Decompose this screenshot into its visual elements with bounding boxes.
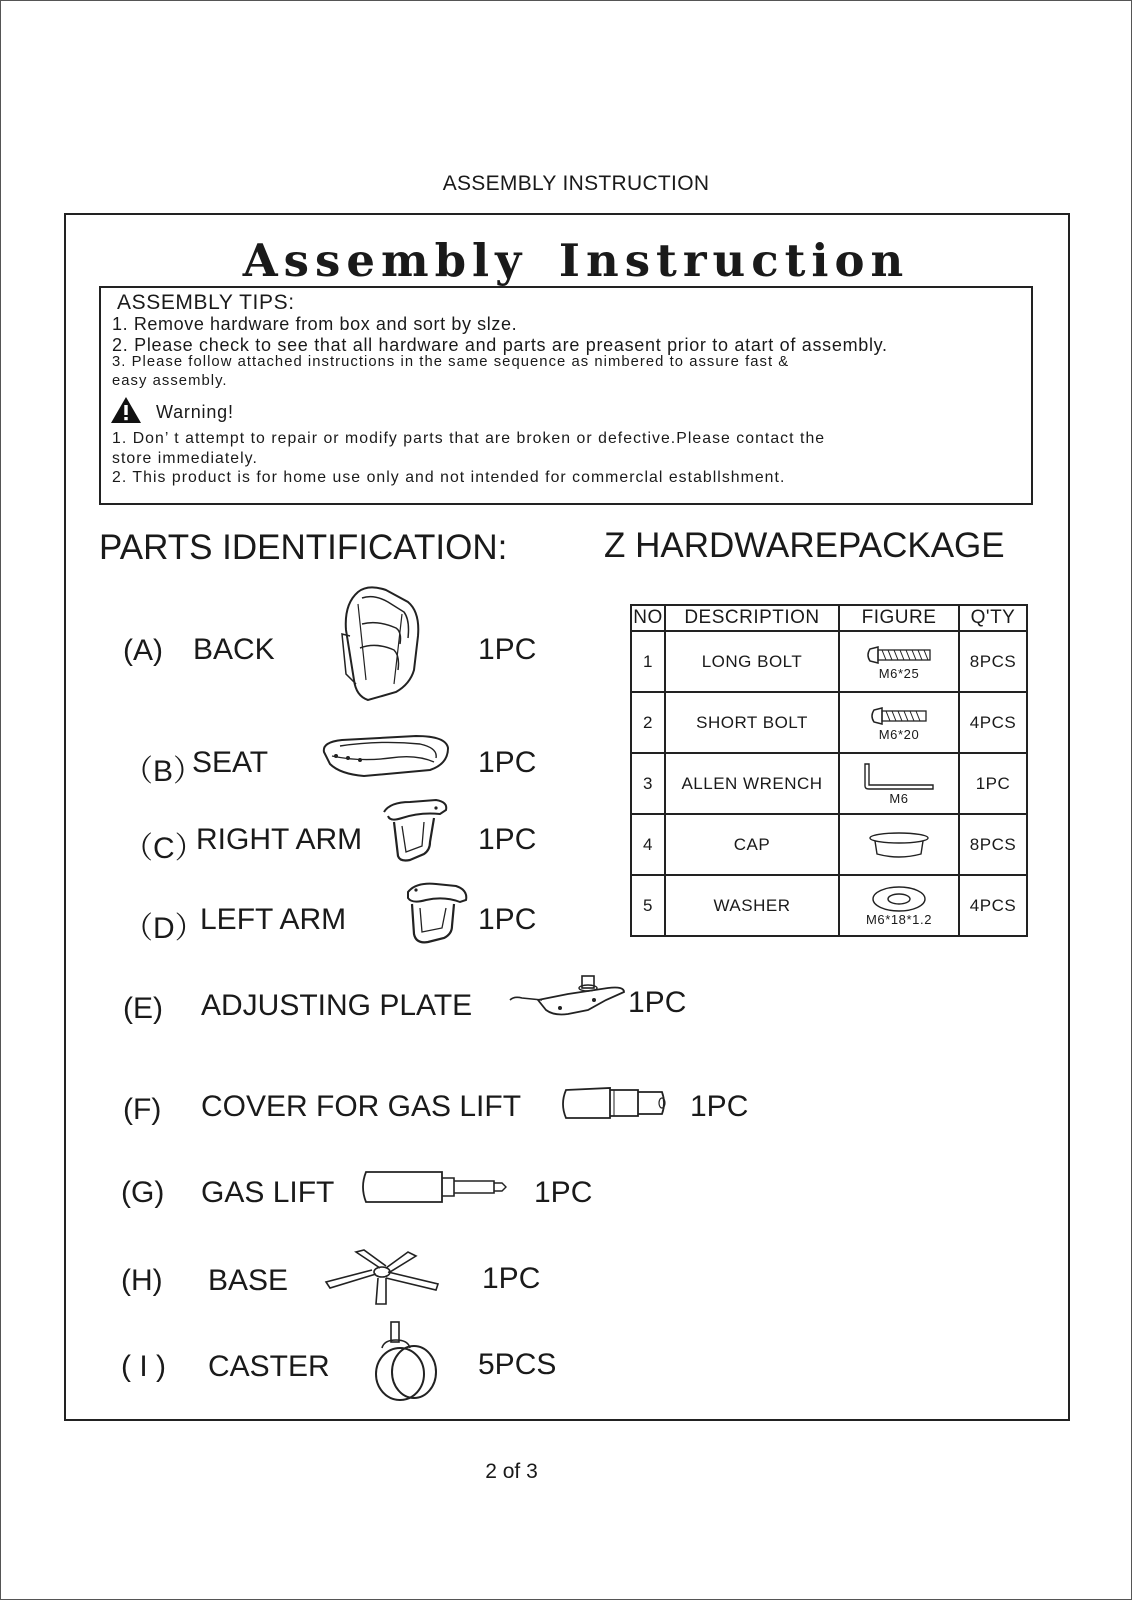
page-header-title: ASSEMBLY INSTRUCTION bbox=[442, 172, 710, 195]
row-figure bbox=[839, 692, 959, 753]
part-letter: （D） bbox=[123, 912, 205, 945]
row-description: CAP bbox=[665, 814, 839, 875]
gas-lift-icon bbox=[358, 1168, 512, 1206]
page-number: 2 of 3 bbox=[485, 1460, 538, 1483]
star-base-icon bbox=[320, 1248, 446, 1308]
row-figure bbox=[839, 875, 959, 936]
washer-icon bbox=[869, 885, 929, 913]
seat-icon bbox=[320, 732, 452, 778]
part-qty: 1PC bbox=[534, 1176, 593, 1209]
part-qty: 1PC bbox=[690, 1090, 749, 1123]
figure-size-label: M6*18*1.2 bbox=[865, 911, 933, 927]
row-qty: 1PC bbox=[959, 753, 1027, 814]
warning-line: 1. Don’ t attempt to repair or modify parts that are broken or defective.Please contact the bbox=[112, 430, 826, 447]
row-description: WASHER bbox=[665, 875, 839, 936]
short-bolt-icon bbox=[868, 704, 930, 728]
figure-size-label: M6*20 bbox=[878, 726, 920, 742]
warning-heading: Warning! bbox=[156, 402, 234, 422]
column-header-no: NO bbox=[631, 605, 665, 631]
chair-back-icon bbox=[338, 584, 438, 704]
row-no: 2 bbox=[631, 692, 665, 753]
long-bolt-icon bbox=[864, 643, 934, 667]
hardware-package-heading: Z HARDWAREPACKAGE bbox=[604, 526, 1005, 565]
table-row bbox=[631, 753, 1027, 814]
part-letter: (F) bbox=[123, 1093, 162, 1126]
part-name: BACK bbox=[193, 633, 275, 666]
parts-identification-heading: PARTS IDENTIFICATION: bbox=[99, 528, 508, 567]
part-letter: ( I ) bbox=[121, 1350, 166, 1383]
allen-wrench-icon bbox=[861, 762, 937, 792]
part-letter: (G) bbox=[121, 1176, 165, 1209]
gas-lift-cover-icon bbox=[558, 1084, 670, 1124]
column-header-description: DESCRIPTION bbox=[665, 605, 839, 631]
document-title: Assembly Instruction bbox=[242, 234, 910, 287]
column-header-qty: Q'TY bbox=[959, 605, 1027, 631]
part-qty: 1PC bbox=[478, 903, 537, 936]
tip-line: easy assembly. bbox=[112, 373, 228, 389]
part-name: SEAT bbox=[192, 746, 269, 779]
part-qty: 1PC bbox=[478, 633, 537, 666]
row-figure bbox=[839, 814, 959, 875]
figure-size-label: M6*25 bbox=[878, 665, 920, 681]
part-qty: 1PC bbox=[628, 986, 687, 1019]
table-header-row bbox=[631, 605, 1027, 631]
warning-line: store immediately. bbox=[112, 450, 258, 467]
table-row bbox=[631, 875, 1027, 936]
part-qty: 1PC bbox=[478, 746, 537, 779]
table-row bbox=[631, 692, 1027, 753]
part-letter: （C） bbox=[123, 832, 205, 865]
tip-line: 3. Please follow attached instructions in the same sequence as nimbered to assure fast & bbox=[112, 354, 790, 370]
part-name: ADJUSTING PLATE bbox=[201, 989, 473, 1022]
row-no: 1 bbox=[631, 631, 665, 692]
row-qty: 4PCS bbox=[959, 875, 1027, 936]
figure-size-label: M6 bbox=[889, 790, 909, 806]
row-no: 5 bbox=[631, 875, 665, 936]
part-name: CASTER bbox=[208, 1350, 330, 1383]
row-qty: 4PCS bbox=[959, 692, 1027, 753]
part-name: GAS LIFT bbox=[201, 1176, 335, 1209]
tip-line: 2. Please check to see that all hardware and parts are preasent prior to atart of assembly. bbox=[112, 335, 888, 355]
part-name: COVER FOR GAS LIFT bbox=[201, 1090, 522, 1123]
part-name: RIGHT ARM bbox=[196, 823, 363, 856]
part-qty: 5PCS bbox=[478, 1348, 557, 1381]
tip-line: 1. Remove hardware from box and sort by slze. bbox=[112, 314, 518, 334]
row-figure bbox=[839, 753, 959, 814]
row-description: SHORT BOLT bbox=[665, 692, 839, 753]
part-qty: 1PC bbox=[478, 823, 537, 856]
tips-heading: ASSEMBLY TIPS: bbox=[117, 291, 295, 314]
cap-icon bbox=[867, 830, 931, 860]
hardware-table bbox=[630, 604, 1028, 937]
row-figure bbox=[839, 631, 959, 692]
part-name: LEFT ARM bbox=[200, 903, 347, 936]
left-arm-icon bbox=[402, 880, 472, 950]
row-no: 4 bbox=[631, 814, 665, 875]
table-row bbox=[631, 631, 1027, 692]
part-name: BASE bbox=[208, 1264, 289, 1297]
column-header-figure: FIGURE bbox=[839, 605, 959, 631]
row-description: LONG BOLT bbox=[665, 631, 839, 692]
row-qty: 8PCS bbox=[959, 631, 1027, 692]
part-letter: (A) bbox=[123, 634, 163, 667]
adjusting-plate-icon bbox=[508, 970, 630, 1022]
warning-triangle-icon bbox=[110, 396, 142, 424]
part-letter: (H) bbox=[121, 1264, 163, 1297]
row-description: ALLEN WRENCH bbox=[665, 753, 839, 814]
table-row bbox=[631, 814, 1027, 875]
part-qty: 1PC bbox=[482, 1262, 541, 1295]
row-no: 3 bbox=[631, 753, 665, 814]
row-qty: 8PCS bbox=[959, 814, 1027, 875]
part-letter: (E) bbox=[123, 992, 163, 1025]
right-arm-icon bbox=[380, 798, 452, 866]
warning-line: 2. This product is for home use only and not intended for commerclal establlshment. bbox=[112, 469, 786, 486]
caster-icon bbox=[374, 1318, 446, 1404]
part-letter: （B） bbox=[123, 755, 204, 788]
